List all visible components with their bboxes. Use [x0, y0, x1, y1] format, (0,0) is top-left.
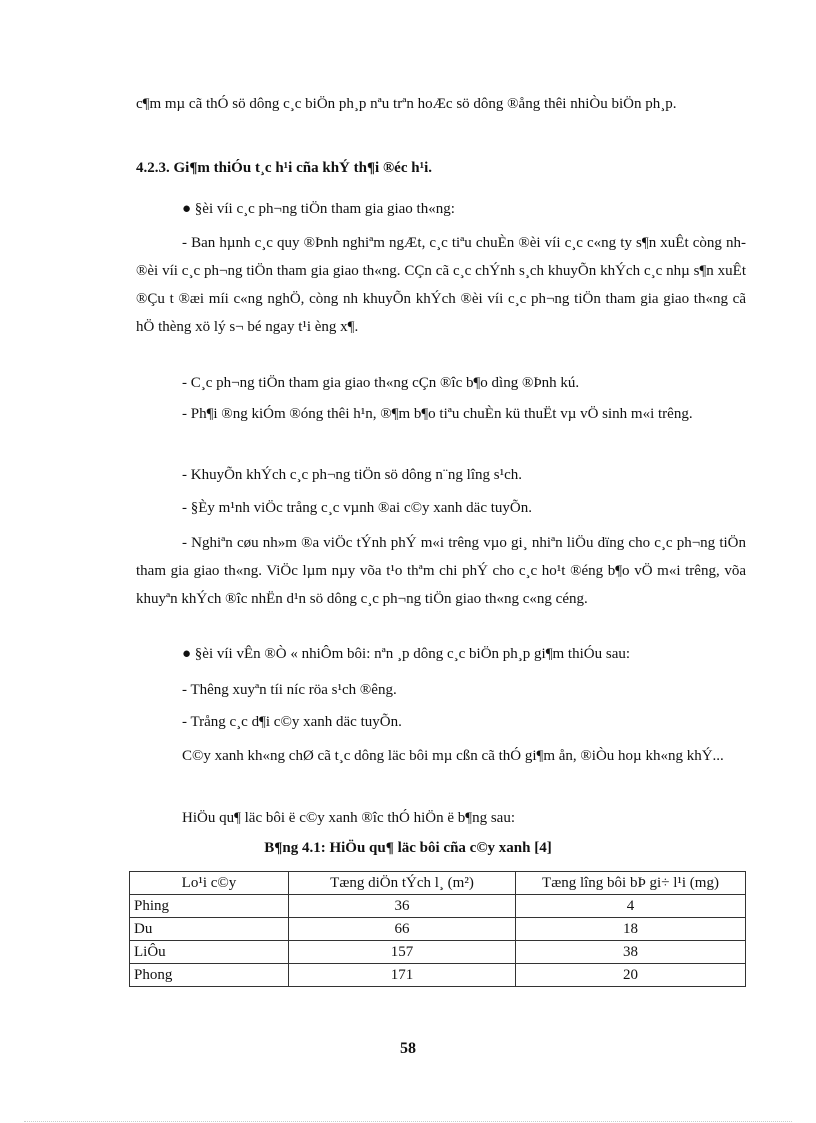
paragraph-clean-energy: - KhuyÕn khÝch c¸c ph¬ng tiÖn sö dông n¨ng lîng s¹ch. — [182, 467, 522, 483]
intro-paragraph: c¶m mµ cã thÓ sö dông c¸c biÖn ph¸p nªu trªn hoÆc sö dông ®ång thêi nhiÒu biÖn ph¸p. — [136, 96, 677, 112]
cell-leaf-area: 171 — [289, 964, 516, 987]
paragraph-fuel-fee: - Nghiªn cøu nh»m ®a viÖc tÝnh phÝ m«i trêng vµo gi¸ nhiªn liÖu dïng cho c¸c ph¬ng tiÖn tham gia giao th«ng. ViÖc lµm nµy võa t¹o thªm chi phÝ cho c¸c ho¹t ®éng b¶o vÖ m«i trêng, võa khuyªn khÝch ®îc nhËn d¹n sö dông c¸c ph¬ng tiÖn giao th«ng c«ng céng. — [136, 535, 746, 607]
header-leaf-area: Tæng diÖn tÝch l¸ (m²) — [289, 872, 516, 895]
header-tree-type: Lo¹i c©y — [130, 872, 289, 895]
cell-tree-name: Phong — [130, 964, 289, 987]
cell-leaf-area: 36 — [289, 895, 516, 918]
paragraph-regulations: - Ban hµnh c¸c quy ®Þnh nghiªm ngÆt, c¸c tiªu chuÈn ®èi víi c¸c c«ng ty s¶n xuÊt còng nh ®èi víi c¸c ph¬ng tiÖn tham gia giao th«ng. CÇn cã c¸c chÝnh s¸ch khuyÕn khÝch c¸c nhµ s¶n xuÊt ®Çu t ®æi míi c«ng nghÖ, còng nh khuyÕn khÝch ®èi víi c¸c ph¬ng tiÖn tham gia giao th«ng cã hÖ thèng xö lý s¬ bé ngay t¹i èng x¶. — [136, 235, 746, 335]
paragraph-tree-benefits: C©y xanh kh«ng chØ cã t¸c dông läc bôi mµ cßn cã thÓ gi¶m ån, ®iÒu hoµ kh«ng khÝ... — [182, 748, 724, 764]
paragraph-maintenance: - C¸c ph¬ng tiÖn tham gia giao th«ng cÇn ®îc b¶o dìng ®Þnh kú. — [182, 375, 580, 391]
table-row — [130, 918, 746, 941]
table-row — [130, 941, 746, 964]
cell-tree-name: Du — [130, 918, 289, 941]
paragraph-tree-planting: - Trång c¸c d¶i c©y xanh däc tuyÕn. — [182, 714, 402, 730]
section-heading: 4.2.3. Gi¶m thiÓu t¸c h¹i cña khÝ th¶i ®éc h¹i. — [136, 160, 433, 176]
table-row — [130, 964, 746, 987]
cell-tree-name: Phing — [130, 895, 289, 918]
paragraph-watering: - Thêng xuyªn tíi níc röa s¹ch ®êng. — [182, 682, 397, 698]
cell-leaf-area: 157 — [289, 941, 516, 964]
cell-dust: 20 — [516, 964, 746, 987]
cell-leaf-area: 66 — [289, 918, 516, 941]
paragraph-inspection: - Ph¶i ®ng kiÓm ®óng thêi h¹n, ®¶m b¶o tiªu chuÈn kü thuËt vµ vÖ sinh m«i trêng. — [182, 406, 693, 422]
bullet-dust: ● §èi víi vÊn ®Ò « nhiÔm bôi: nªn ¸p dông c¸c biÖn ph¸p gi¶m thiÓu sau: — [182, 646, 631, 662]
cell-dust: 18 — [516, 918, 746, 941]
footer-divider — [24, 1121, 792, 1122]
cell-dust: 38 — [516, 941, 746, 964]
page-number: 58 — [400, 1040, 416, 1057]
table-row — [130, 895, 746, 918]
header-dust-retained: Tæng lîng bôi bÞ gi÷ l¹i (mg) — [516, 872, 746, 895]
bullet-vehicles: ● §èi víi c¸c ph¬ng tiÖn tham gia giao th«ng: — [182, 201, 455, 217]
cell-tree-name: LiÔu — [130, 941, 289, 964]
table-caption: B¶ng 4.1: HiÖu qu¶ läc bôi cña c©y xanh [4] — [264, 840, 552, 856]
paragraph-table-intro: HiÖu qu¶ läc bôi ë c©y xanh ®îc thÓ hiÖn ë b¶ng sau: — [182, 810, 515, 826]
paragraph-green-belt: - §Èy m¹nh viÖc trång c¸c vµnh ®ai c©y xanh däc tuyÕn. — [182, 500, 533, 516]
table-header-row — [130, 872, 746, 895]
cell-dust: 4 — [516, 895, 746, 918]
dust-filter-table — [129, 871, 746, 987]
